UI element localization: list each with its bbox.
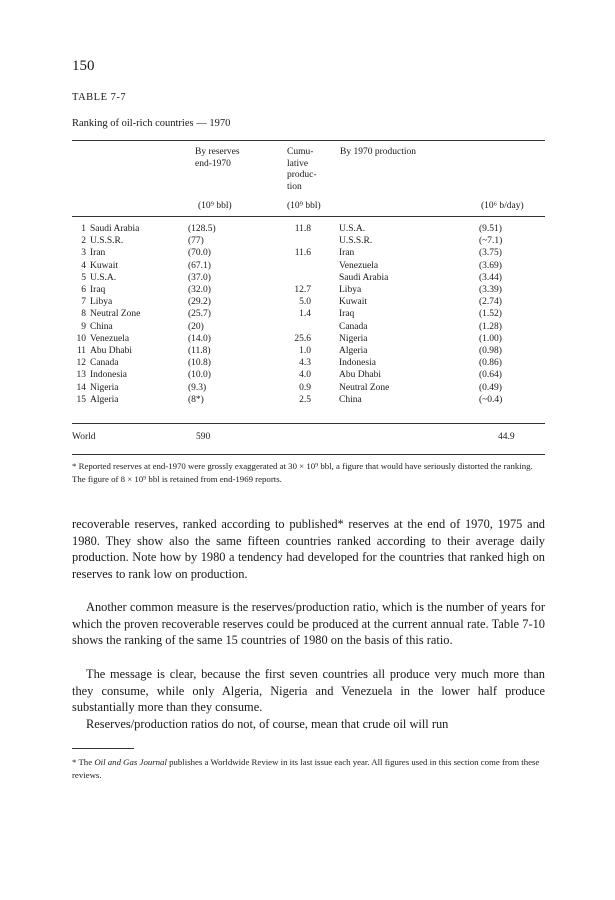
page-footnote-journal: Oil and Gas Journal — [94, 757, 167, 767]
table-caption: Ranking of oil-rich countries — 1970 — [72, 118, 231, 129]
row-country: U.S.S.R. — [90, 236, 124, 247]
header-cumulative-line3: produc- — [287, 170, 317, 180]
row-production-value: (~0.4) — [479, 394, 503, 405]
row-production-value: (3.44) — [479, 272, 502, 283]
row-cumulative: 1.0 — [299, 346, 311, 356]
row-cumulative: 11.8 — [294, 224, 311, 234]
row-rank: 6 — [81, 285, 86, 295]
row-country: Iran — [90, 248, 106, 259]
row-rank: 11 — [76, 346, 86, 356]
row-production-country: Abu Dhabi — [339, 370, 381, 381]
row-country: Iraq — [90, 285, 106, 295]
header-cumulative — [287, 147, 317, 193]
row-production-country: Venezuela — [339, 260, 379, 271]
row-rank: 7 — [81, 297, 86, 308]
header-reserves — [195, 147, 240, 170]
row-production-country: Kuwait — [339, 297, 367, 308]
body-paragraph-3: The message is clear, because the first seven countries all produce very much more than they consume, while only Algeria, Nigeria and Venezuela in the lower half produce substantially more than they consume. — [72, 667, 545, 715]
row-production-country: U.S.S.R. — [339, 236, 373, 247]
row-production-country: Iran — [339, 248, 355, 259]
row-production-country: Indonesia — [339, 358, 376, 369]
row-country: Nigeria — [90, 382, 119, 393]
row-production-country: Neutral Zone — [339, 382, 390, 393]
row-production-value: (2.74) — [479, 297, 502, 308]
row-production-country: Saudi Arabia — [339, 272, 389, 283]
row-country: Canada — [90, 358, 119, 369]
row-production-country: U.S.A. — [339, 224, 366, 234]
row-reserves: (29.2) — [188, 297, 211, 308]
world-reserves: 590 — [196, 432, 211, 442]
row-reserves: (11.8) — [188, 346, 211, 356]
row-rank: 10 — [76, 333, 86, 344]
row-reserves: (77) — [188, 236, 204, 247]
row-country: Saudi Arabia — [90, 224, 140, 234]
table-header-rule — [72, 216, 545, 217]
row-country: Algeria — [90, 394, 119, 405]
row-production-value: (0.49) — [479, 382, 502, 393]
row-production-value: (3.39) — [479, 285, 502, 295]
row-production-value: (9.51) — [479, 224, 502, 234]
header-reserves-line1: By reserves — [195, 147, 240, 157]
row-reserves: (37.0) — [188, 272, 211, 283]
table-footnote: * Reported reserves at end-1970 were grossly exaggerated at 30 × 10⁹ bbl, a figure that would have seriously distorted the ranking. The figure of 8 × 10⁹ bbl is retained from end-1969 reports. — [72, 461, 533, 484]
header-cumulative-line1: Cumu- — [287, 147, 314, 157]
body-paragraph-2: Another common measure is the reserves/production ratio, which is the number of years for which the proven recoverable reserves could be produced at the current annual rate. Table 7-10 shows the ranking of the same 15 countries of 1980 on the basis of this ratio. — [72, 600, 545, 648]
row-country: Libya — [90, 297, 113, 308]
row-country: Venezuela — [90, 333, 130, 344]
row-reserves: (20) — [188, 321, 204, 332]
row-production-value: (0.64) — [479, 370, 502, 381]
row-production-country: Iraq — [339, 309, 355, 320]
header-production: By 1970 production — [340, 147, 416, 157]
body-paragraph-4: Reserves/production ratios do not, of course, mean that crude oil will run — [86, 717, 449, 731]
row-cumulative: 1.4 — [299, 309, 311, 320]
row-reserves: (70.0) — [188, 248, 211, 259]
unit-cumulative: (10⁹ bbl) — [287, 201, 321, 211]
row-reserves: (25.7) — [188, 309, 211, 320]
row-reserves: (9.3) — [188, 382, 207, 393]
row-rank: 14 — [76, 382, 86, 393]
row-cumulative: 4.0 — [299, 370, 311, 381]
row-reserves: (128.5) — [188, 224, 216, 234]
row-rank: 2 — [81, 236, 86, 247]
row-cumulative: 0.9 — [299, 382, 311, 393]
row-reserves: (8*) — [188, 394, 204, 405]
row-rank: 12 — [76, 358, 86, 369]
row-production-country: Nigeria — [339, 333, 368, 344]
row-country: Neutral Zone — [90, 309, 141, 320]
row-cumulative: 25.6 — [294, 333, 311, 344]
row-reserves: (32.0) — [188, 285, 211, 295]
row-country: Indonesia — [90, 370, 127, 381]
table-bottom-rule — [72, 454, 545, 455]
row-production-value: (3.75) — [479, 248, 502, 259]
page-footnote — [72, 756, 545, 781]
row-production-value: (1.00) — [479, 333, 502, 344]
row-cumulative: 5.0 — [299, 297, 311, 308]
row-cumulative: 12.7 — [294, 285, 311, 295]
row-reserves: (10.0) — [188, 370, 211, 381]
row-rank: 4 — [81, 260, 86, 271]
row-rank: 9 — [81, 321, 86, 332]
row-production-value: (3.69) — [479, 260, 502, 271]
header-reserves-line2: end-1970 — [195, 158, 231, 169]
unit-reserves: (10⁹ bbl) — [198, 201, 232, 211]
world-label: World — [72, 432, 96, 442]
row-cumulative: 2.5 — [299, 394, 311, 405]
row-rank: 15 — [76, 394, 86, 405]
row-production-country: Canada — [339, 321, 368, 332]
unit-production: (10⁶ b/day) — [481, 201, 524, 211]
row-cumulative: 11.6 — [294, 248, 311, 259]
row-reserves: (10.8) — [188, 358, 211, 369]
row-production-country: China — [339, 394, 362, 405]
row-reserves: (14.0) — [188, 333, 211, 344]
world-production: 44.9 — [498, 432, 515, 442]
header-cumulative-line4: tion — [287, 181, 302, 192]
row-production-value: (0.98) — [479, 346, 502, 356]
row-rank: 13 — [76, 370, 86, 381]
row-production-value: (1.52) — [479, 309, 502, 320]
row-reserves: (67.1) — [188, 260, 211, 271]
row-rank: 5 — [81, 272, 86, 283]
footnote-rule — [72, 748, 134, 749]
row-production-value: (1.28) — [479, 321, 502, 332]
row-rank: 1 — [81, 224, 86, 234]
body-paragraph-1: recoverable reserves, ranked according to published* reserves at the end of 1970, 1975 and 1980. They show also the same fifteen countries ranked according to their average daily production. Note how by 1980 a tendency had developed for the countries that ranked high on reserves to rank low on production. — [72, 517, 545, 581]
row-country: Kuwait — [90, 260, 118, 271]
table-world-rule — [72, 423, 545, 424]
page-footnote-suffix: publishes a Worldwide Review in its last issue each year. All figures used in this section come from these reviews. — [72, 757, 540, 780]
row-country: U.S.A. — [90, 272, 117, 283]
table-label: TABLE 7-7 — [72, 92, 127, 103]
row-rank: 8 — [81, 309, 86, 320]
header-cumulative-line2: lative — [287, 158, 309, 169]
row-production-country: Libya — [339, 285, 362, 295]
page-number: 150 — [72, 58, 95, 74]
row-production-value: (0.86) — [479, 358, 502, 369]
row-rank: 3 — [81, 248, 86, 259]
page-footnote-prefix: * The — [72, 757, 95, 767]
table-top-rule — [72, 140, 545, 141]
row-production-value: (~7.1) — [479, 236, 503, 247]
row-country: China — [90, 321, 113, 332]
row-country: Abu Dhabi — [90, 346, 132, 356]
row-production-country: Algeria — [339, 346, 368, 356]
row-cumulative: 4.3 — [299, 358, 311, 369]
